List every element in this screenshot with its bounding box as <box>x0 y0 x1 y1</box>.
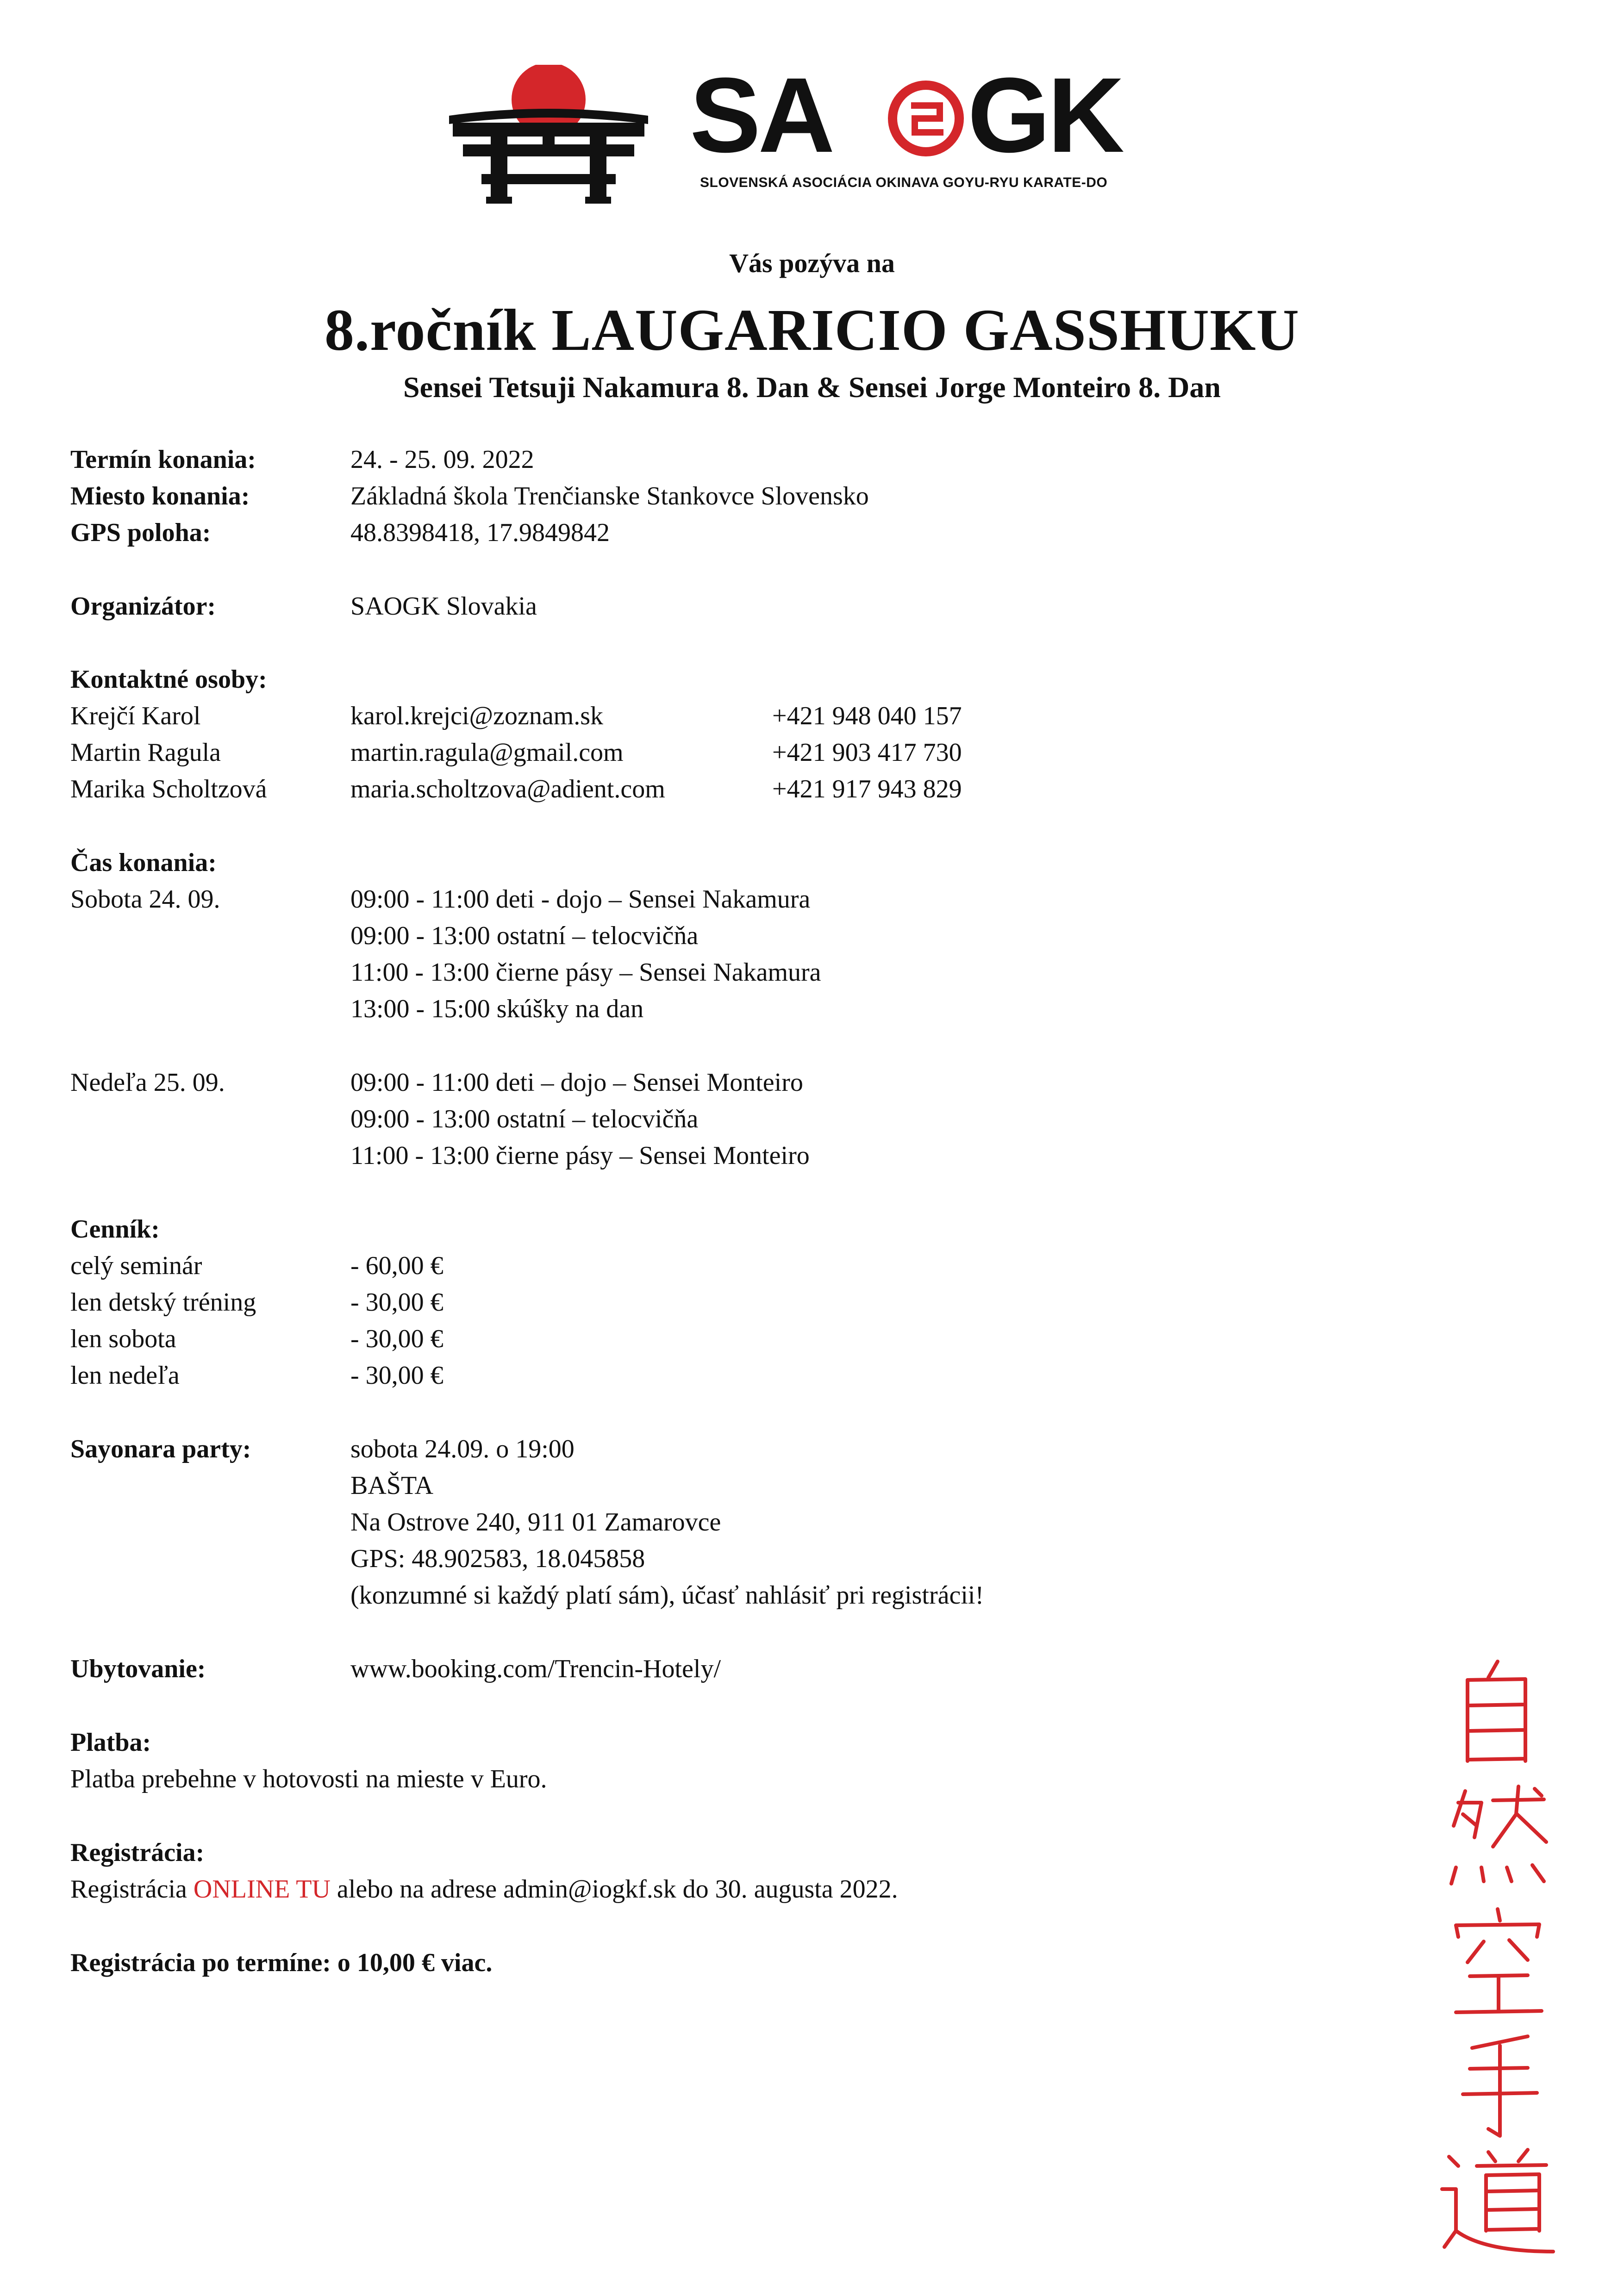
contact-phone: +421 917 943 829 <box>772 775 962 803</box>
page-title: 8.ročník LAUGARICIO GASSHUKU <box>325 297 1299 363</box>
registration-text <box>70 1876 898 1902</box>
kanji-michi <box>1442 2150 1553 2252</box>
gps-value: 48.8398418, 17.9849842 <box>350 518 610 547</box>
invite-text: Vás pozýva na <box>729 248 895 278</box>
contact-phone: +421 948 040 157 <box>772 702 962 730</box>
registration-online-link[interactable]: ONLINE TU <box>193 1875 331 1904</box>
registration-heading: Registrácia: <box>70 1838 205 1867</box>
party-line: BAŠTA <box>350 1471 434 1500</box>
schedule-item: 09:00 - 11:00 deti – dojo – Sensei Monteiro <box>350 1068 803 1097</box>
term-label: Termín konania: <box>70 445 256 474</box>
price-label: len sobota <box>70 1325 176 1353</box>
schedule-item: 11:00 - 13:00 čierne pásy – Sensei Monteiro <box>350 1141 810 1170</box>
sunday-label: Nedeľa 25. 09. <box>70 1068 225 1097</box>
page-subtitle: Sensei Tetsuji Nakamura 8. Dan & Sensei Jorge Monteiro 8. Dan <box>403 371 1221 404</box>
gps-label: GPS poloha: <box>70 518 211 547</box>
price-value: - 30,00 € <box>350 1288 443 1317</box>
schedule-item: 09:00 - 13:00 ostatní – telocvičňa <box>350 1105 699 1133</box>
svg-text:GK: GK <box>968 69 1122 162</box>
kanji-kuu <box>1456 1909 1542 2012</box>
contacts-heading: Kontaktné osoby: <box>70 665 267 694</box>
pricing-heading: Cenník: <box>70 1215 160 1244</box>
late-registration-note: Registrácia po termíne: o 10,00 € viac. <box>70 1948 493 1977</box>
accommodation-link[interactable]: www.booking.com/Trencin-Hotely/ <box>350 1655 721 1683</box>
schedule-item: 13:00 - 15:00 skúšky na dan <box>350 995 644 1023</box>
place-value: Základná škola Trenčianske Stankovce Slovensko <box>350 482 869 510</box>
term-value: 24. - 25. 09. 2022 <box>350 445 534 474</box>
organizer-label: Organizátor: <box>70 592 216 621</box>
torii-gate-icon <box>444 65 653 204</box>
schedule-item: 09:00 - 11:00 deti - dojo – Sensei Nakamura <box>350 885 811 914</box>
saturday-label: Sobota 24. 09. <box>70 885 220 914</box>
schedule-item: 11:00 - 13:00 čierne pásy – Sensei Nakamura <box>350 958 821 987</box>
party-label: Sayonara party: <box>70 1435 251 1463</box>
party-line: sobota 24.09. o 19:00 <box>350 1435 575 1463</box>
party-line: GPS: 48.902583, 18.045858 <box>350 1544 645 1573</box>
contact-email[interactable]: martin.ragula@gmail.com <box>350 738 624 767</box>
org-full-name: SLOVENSKÁ ASOCIÁCIA OKINAVA GOYU-RYU KARATE-DO <box>700 175 1108 190</box>
logo <box>444 60 1194 199</box>
registration-text-before: Registrácia <box>70 1875 194 1904</box>
price-label: len detský tréning <box>70 1288 256 1317</box>
contact-email[interactable]: karol.krejci@zoznam.sk <box>350 702 604 730</box>
price-value: - 60,00 € <box>350 1251 443 1280</box>
contact-name: Krejčí Karol <box>70 702 201 730</box>
payment-text: Platba prebehne v hotovosti na mieste v Euro. <box>70 1765 547 1793</box>
contact-email[interactable]: maria.scholtzova@adient.com <box>350 775 665 803</box>
price-value: - 30,00 € <box>350 1325 443 1353</box>
kanji-te <box>1463 2036 1537 2136</box>
price-label: celý seminár <box>70 1251 202 1280</box>
contact-name: Martin Ragula <box>70 738 221 767</box>
kanji-zen <box>1451 1786 1546 1884</box>
price-value: - 30,00 € <box>350 1361 443 1390</box>
saogk-wordmark <box>690 69 1162 162</box>
schedule-item: 09:00 - 13:00 ostatní – telocvičňa <box>350 921 699 950</box>
svg-text:SA: SA <box>690 69 832 162</box>
kanji-ji <box>1468 1661 1525 1761</box>
registration-text-after: alebo na adrese admin@iogkf.sk do 30. augusta 2022. <box>330 1875 898 1904</box>
place-label: Miesto konania: <box>70 482 250 510</box>
contact-phone: +421 903 417 730 <box>772 738 962 767</box>
organizer-value: SAOGK Slovakia <box>350 592 537 621</box>
accommodation-label: Ubytovanie: <box>70 1655 206 1683</box>
party-line: (konzumné si každý platí sám), účasť nahlásiť pri registrácii! <box>350 1581 984 1610</box>
schedule-heading: Čas konania: <box>70 848 217 877</box>
price-label: len nedeľa <box>70 1361 180 1390</box>
kanji-calligraphy <box>1428 1657 1567 2259</box>
party-line: Na Ostrove 240, 911 01 Zamarovce <box>350 1508 721 1537</box>
payment-heading: Platba: <box>70 1728 151 1757</box>
contact-name: Marika Scholtzová <box>70 775 267 803</box>
